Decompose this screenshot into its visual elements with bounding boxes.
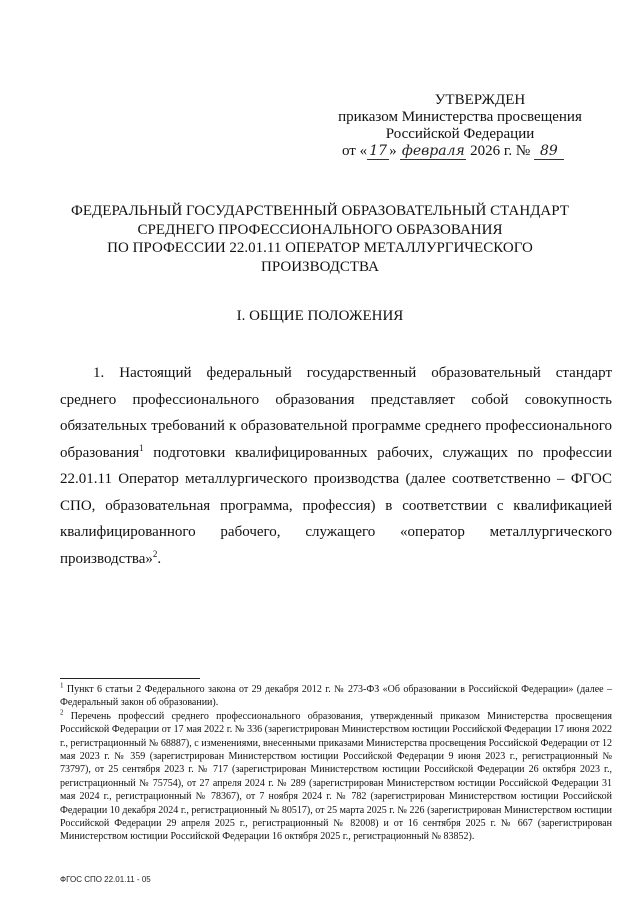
paragraph-1-part-1: 1. Настоящий федеральный государственный образовательный стандарт среднего профессионального образования представляет собой совокупность обязательных требований к образовательной программе среднего профессионального образования — [60, 365, 612, 461]
title-line-2: СРЕДНЕГО ПРОФЕССИОНАЛЬНОГО ОБРАЗОВАНИЯ — [137, 221, 503, 238]
approval-block — [330, 92, 590, 160]
approval-number: 89 — [534, 144, 564, 160]
paragraph-1-part-2: подготовки квалифицированных рабочих, служащих по профессии 22.01.11 Оператор металлургического производства (далее соответственно – ФГОС СПО, образовательная программа, профессия) в соответствии с квалификацией квалифицированного рабочего, служащего «оператор металлургического производства» — [60, 444, 612, 567]
footnote-2-text: Перечень профессий среднего профессионального образования, утвержденный приказом Министерства просвещения Российской Федерации от 17 мая 2022 г. № 336 (зарегистрирован Министерством юстиции Российской Федерации 17 июня 2022 г., регистрационный № 68887), с изменениями, внесенными приказами Министерства просвещения Российской Федерации от 12 мая 2023 г. № 359 (зарегистрирован Министерством юстиции Российской Федерации 9 июня 2023 г., регистрационный № 73797), от 25 сентября 2023 г. № 717 (зарегистрирован Министерством юстиции Российской Федерации 26 октября 2023 г., регистрационный № 75754), от 27 апреля 2024 г. № 289 (зарегистрирован Министерством юстиции Российской Федерации 31 мая 2024 г., регистрационный № 78367), от 7 ноября 2024 г. № 782 (зарегистрирован Министерством юстиции Российской Федерации 10 декабря 2024 г., регистрационный № 80517), от 25 марта 2025 г. № 226 (зарегистрирован Министерством юстиции Российской Федерации 29 апреля 2025 г., регистрационный № 82008) и от 16 сентября 2025 г. № 667 (зарегистрирован Министерством юстиции Российской Федерации 16 октября 2025 г., регистрационный № 83852). — [60, 710, 612, 843]
page-footer: ФГОС СПО 22.01.11 - 05 — [60, 875, 151, 884]
footnotes — [60, 683, 612, 844]
footnote-ref-2: 2 — [152, 548, 158, 559]
approval-line-2: Российской Федерации — [385, 126, 535, 142]
title-line-4: ПРОИЗВОДСТВА — [261, 258, 379, 275]
date-mid: » — [389, 143, 397, 159]
footnote-1-mark: 1 — [60, 681, 64, 690]
footnote-2-mark: 2 — [60, 708, 64, 717]
approval-heading: УТВЕРЖДЕН — [434, 92, 526, 108]
approval-day: 17 — [367, 144, 389, 160]
paragraph-1 — [60, 360, 612, 572]
section-heading: I. ОБЩИЕ ПОЛОЖЕНИЯ — [236, 308, 404, 324]
document-title — [50, 202, 590, 276]
approval-month: февраля — [401, 143, 465, 159]
approval-date-line — [330, 143, 590, 160]
paragraph-1-end: . — [157, 550, 162, 567]
footnote-1-text: Пункт 6 статьи 2 Федерального закона от 29 декабря 2012 г. № 273-ФЗ «Об образовании в Российской Федерации» (далее – Федеральный закон об образовании). — [60, 684, 612, 709]
date-prefix: от « — [342, 143, 368, 159]
title-line-1: ФЕДЕРАЛЬНЫЙ ГОСУДАРСТВЕННЫЙ ОБРАЗОВАТЕЛЬНЫЙ СТАНДАРТ — [71, 203, 569, 219]
approval-line-1: приказом Министерства просвещения — [338, 109, 582, 125]
footnote-separator — [60, 678, 200, 679]
title-line-3: ПО ПРОФЕССИИ 22.01.11 ОПЕРАТОР МЕТАЛЛУРГИЧЕСКОГО — [107, 240, 533, 256]
document-body — [60, 360, 612, 572]
approval-year: 2026 г. № — [470, 143, 531, 159]
footnote-ref-1: 1 — [139, 442, 144, 453]
footnote-1 — [60, 683, 612, 710]
footnote-2 — [60, 710, 612, 844]
